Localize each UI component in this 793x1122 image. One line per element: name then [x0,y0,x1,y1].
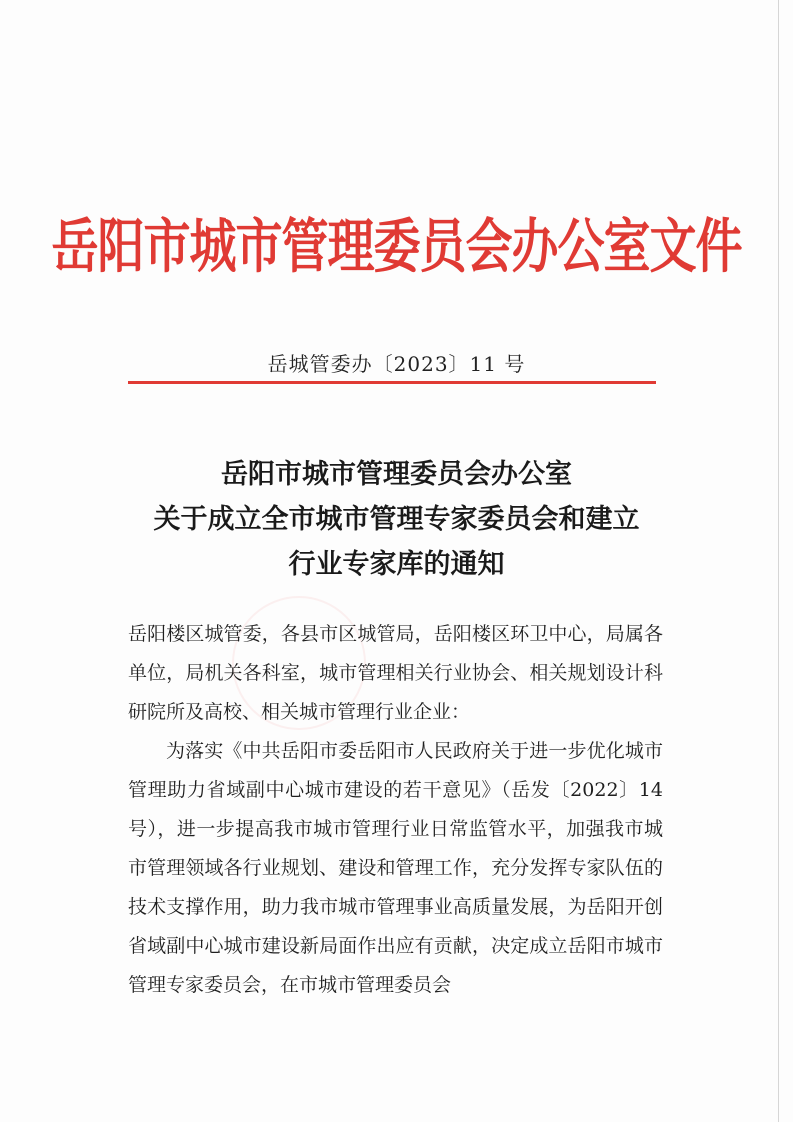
document-title-line-3: 行业专家库的通知 [288,549,505,580]
salutation-paragraph: 岳阳楼区城管委，各县市区城管局，岳阳楼区环卫中心，局属各单位，局机关各科室，城市管理相关行业协会、相关规划设计科研院所及高校、相关城市管理行业企业： [128,623,663,723]
red-separator-line [128,381,656,384]
document-title-line-1: 岳阳市城市管理委员会办公室 [221,459,572,490]
document-title [0,452,793,587]
document-title-line-2: 关于成立全市城市管理专家委员会和建立 [153,504,640,535]
document-body [128,615,663,1005]
masthead-title: 岳阳市城市管理委员会办公室文件 [51,212,742,282]
document-number: 岳城管委办〔2023〕11 号 [267,352,526,376]
body-paragraph-1: 为落实《中共岳阳市委岳阳市人民政府关于进一步优化城市管理助力省域副中心城市建设的若干意见》（岳发〔2022〕14 号），进一步提高我市城市管理行业日常监管水平，加强我市城市管理领域各行业规划、建设和管理工作，充分发挥专家队伍的技术支撑作用，助力我市城市管理事业高质量发展，为岳阳开创省域副中心城市建设新局面作出应有贡献，决定成立岳阳市城市管理专家委员会，在市城市管理委员会 [128,740,663,996]
